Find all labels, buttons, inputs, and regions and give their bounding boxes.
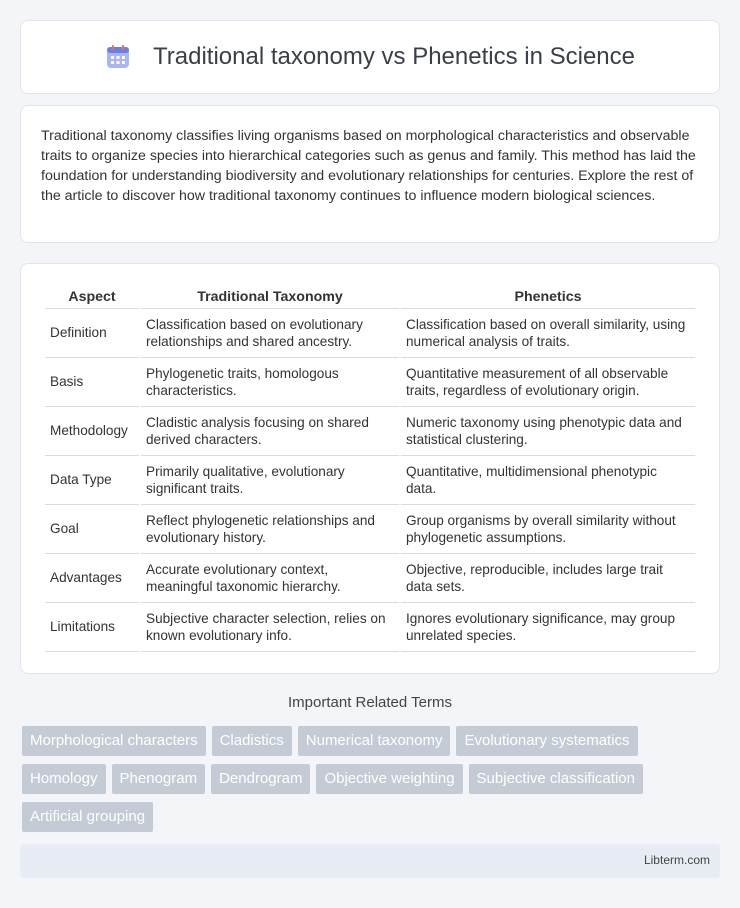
traditional-cell: Primarily qualitative, evolutionary significant traits.	[141, 456, 399, 505]
phenetics-cell: Numeric taxonomy using phenotypic data and statistical clustering.	[401, 407, 695, 456]
header-phenetics: Phenetics	[401, 284, 695, 309]
header-card	[20, 20, 720, 94]
footer-site-link[interactable]: Libterm.com	[643, 853, 710, 867]
term-tag[interactable]: Cladistics	[212, 726, 292, 756]
term-tag[interactable]: Morphological characters	[22, 726, 206, 756]
traditional-cell: Subjective character selection, relies on known evolutionary info.	[141, 603, 399, 652]
page-title: Traditional taxonomy vs Phenetics in Science	[152, 43, 635, 70]
term-tag[interactable]: Evolutionary systematics	[456, 726, 637, 756]
comparison-table	[43, 284, 697, 652]
term-tag[interactable]: Subjective classification	[469, 764, 643, 794]
table-row	[45, 358, 695, 407]
aspect-cell: Data Type	[45, 456, 139, 505]
aspect-cell: Definition	[45, 309, 139, 358]
header-traditional: Traditional Taxonomy	[141, 284, 399, 309]
term-tag[interactable]: Dendrogram	[211, 764, 310, 794]
comparison-card	[20, 263, 720, 674]
related-terms-list	[22, 726, 722, 840]
related-terms-title: Important Related Terms	[288, 694, 452, 711]
footer	[20, 844, 720, 878]
calendar-grid-icon	[105, 44, 131, 70]
phenetics-cell: Ignores evolutionary significance, may group unrelated species.	[401, 603, 695, 652]
table-row	[45, 309, 695, 358]
term-tag[interactable]: Homology	[22, 764, 106, 794]
term-tag[interactable]: Artificial grouping	[22, 802, 153, 832]
header-aspect: Aspect	[45, 284, 139, 309]
table-row	[45, 456, 695, 505]
intro-card	[20, 105, 720, 243]
aspect-cell: Limitations	[45, 603, 139, 652]
aspect-cell: Advantages	[45, 554, 139, 603]
traditional-cell: Phylogenetic traits, homologous characteristics.	[141, 358, 399, 407]
traditional-cell: Classification based on evolutionary relationships and shared ancestry.	[141, 309, 399, 358]
phenetics-cell: Quantitative, multidimensional phenotypic data.	[401, 456, 695, 505]
intro-paragraph: Traditional taxonomy classifies living organisms based on morphological characteristics and observable traits to organize species into hierarchical categories such as genus and family. This method has laid the foundation for understanding biodiversity and evolutionary relationships for centuries. Explore the rest of the article to discover how traditional taxonomy continues to influence modern biological sciences.	[41, 128, 696, 204]
table-row	[45, 554, 695, 603]
phenetics-cell: Classification based on overall similarity, using numerical analysis of traits.	[401, 309, 695, 358]
term-tag[interactable]: Phenogram	[112, 764, 206, 794]
traditional-cell: Reflect phylogenetic relationships and evolutionary history.	[141, 505, 399, 554]
aspect-cell: Methodology	[45, 407, 139, 456]
aspect-cell: Basis	[45, 358, 139, 407]
phenetics-cell: Group organisms by overall similarity without phylogenetic assumptions.	[401, 505, 695, 554]
phenetics-cell: Objective, reproducible, includes large trait data sets.	[401, 554, 695, 603]
table-row	[45, 505, 695, 554]
aspect-cell: Goal	[45, 505, 139, 554]
term-tag[interactable]: Numerical taxonomy	[298, 726, 451, 756]
traditional-cell: Accurate evolutionary context, meaningful taxonomic hierarchy.	[141, 554, 399, 603]
traditional-cell: Cladistic analysis focusing on shared derived characters.	[141, 407, 399, 456]
table-row	[45, 407, 695, 456]
term-tag[interactable]: Objective weighting	[316, 764, 462, 794]
phenetics-cell: Quantitative measurement of all observable traits, regardless of evolutionary origin.	[401, 358, 695, 407]
table-row	[45, 603, 695, 652]
